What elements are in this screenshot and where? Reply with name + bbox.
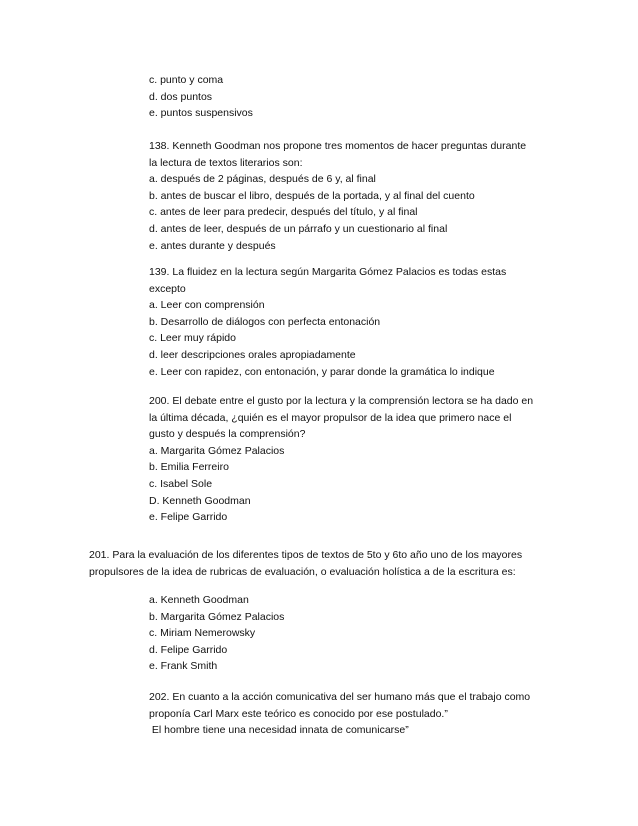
- option-line: a. después de 2 páginas, después de 6 y, al final: [149, 173, 376, 186]
- option-line: a. Kenneth Goodman: [149, 594, 249, 606]
- option-line: c. punto y coma: [149, 74, 224, 86]
- option-line: b. Margarita Gómez Palacios: [149, 610, 285, 623]
- question-201-stem: [89, 547, 559, 580]
- question-text-line: 138. Kenneth Goodman nos propone tres momentos de hacer preguntas durante: [149, 140, 527, 152]
- option-line: d. antes de leer, después de un párrafo y un cuestionario al final: [149, 222, 448, 235]
- question-text-line: El hombre tiene una necesidad innata de comunicarse”: [149, 724, 409, 737]
- option-line: e. Felipe Garrido: [149, 511, 228, 524]
- question-text-line: gusto y después la comprensión?: [149, 428, 306, 441]
- option-line: a. Leer con comprensión: [149, 299, 265, 312]
- option-line: c. antes de leer para predecir, después del título, y al final: [149, 206, 418, 219]
- option-line: e. Frank Smith: [149, 660, 218, 673]
- option-line: d. Felipe Garrido: [149, 643, 228, 656]
- question-202: [149, 689, 559, 739]
- option-line: d. dos puntos: [149, 90, 213, 103]
- option-line: c. Leer muy rápido: [149, 332, 236, 345]
- question-138: [149, 138, 559, 254]
- option-line: D. Kenneth Goodman: [149, 494, 251, 507]
- question-139: [149, 264, 559, 380]
- q137-options: [149, 72, 559, 122]
- question-201-options: [149, 592, 559, 675]
- question-text-line: excepto: [149, 282, 186, 295]
- question-text-line: propulsores de la idea de rubricas de evaluación, o evaluación holística a de la escritura es:: [89, 565, 516, 578]
- question-text-line: 201. Para la evaluación de los diferentes tipos de textos de 5to y 6to año uno de los mayores: [89, 549, 523, 561]
- question-text-line: 200. El debate entre el gusto por la lectura y la comprensión lectora se ha dado en: [149, 395, 534, 407]
- question-text-line: 202. En cuanto a la acción comunicativa del ser humano más que el trabajo como: [149, 691, 531, 703]
- question-text-line: 139. La fluidez en la lectura según Margarita Gómez Palacios es todas estas: [149, 266, 507, 278]
- option-line: e. Leer con rapidez, con entonación, y parar donde la gramática lo indique: [149, 365, 495, 378]
- option-line: d. leer descripciones orales apropiadamente: [149, 348, 356, 361]
- option-line: b. Emilia Ferreiro: [149, 461, 229, 474]
- option-line: c. Miriam Nemerowsky: [149, 627, 256, 640]
- question-200: [149, 393, 559, 526]
- question-text-line: la lectura de textos literarios son:: [149, 156, 303, 169]
- question-text-line: la última década, ¿quién es el mayor propulsor de la idea que primero nace el: [149, 411, 512, 424]
- option-line: e. puntos suspensivos: [149, 107, 253, 120]
- option-line: c. Isabel Sole: [149, 477, 213, 490]
- option-line: b. antes de buscar el libro, después de la portada, y al final del cuento: [149, 189, 475, 202]
- option-line: b. Desarrollo de diálogos con perfecta entonación: [149, 315, 381, 328]
- question-text-line: proponía Carl Marx este teórico es conocido por ese postulado.”: [149, 707, 448, 720]
- option-line: e. antes durante y después: [149, 239, 276, 252]
- option-line: a. Margarita Gómez Palacios: [149, 444, 285, 457]
